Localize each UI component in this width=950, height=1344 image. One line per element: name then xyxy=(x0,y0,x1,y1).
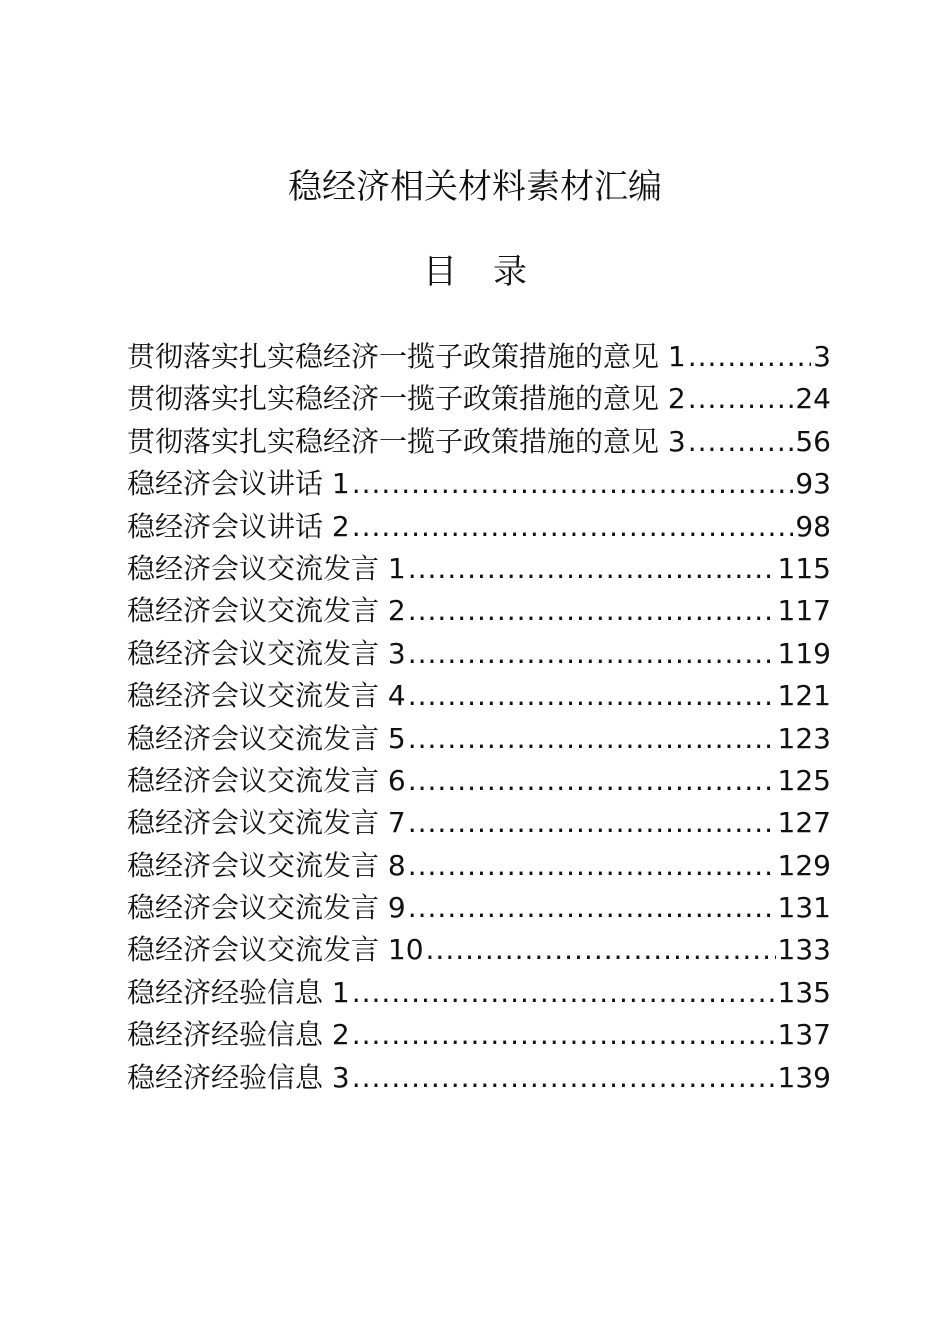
toc-heading-char-2: 录 xyxy=(493,252,527,292)
toc-entry-page: 125 xyxy=(777,763,831,797)
toc-entry-title: 贯彻落实扎实稳经济一揽子政策措施的意见 1 xyxy=(127,340,686,373)
toc-leader-dots xyxy=(408,887,776,929)
toc-entry-title: 稳经济经验信息 2 xyxy=(127,1018,350,1052)
toc-entry-title: 稳经济会议交流发言 8 xyxy=(127,848,406,882)
toc-leader-dots xyxy=(408,718,776,760)
toc-entry-page: 24 xyxy=(795,382,831,416)
toc-leader-dots xyxy=(426,929,776,971)
toc-leader-dots xyxy=(408,633,776,675)
toc-leader-dots xyxy=(408,590,776,632)
toc-entry[interactable] xyxy=(127,929,831,971)
toc-entry-title: 稳经济会议交流发言 6 xyxy=(127,763,406,797)
toc-entry-title: 稳经济会议交流发言 1 xyxy=(127,551,406,585)
toc-entry[interactable] xyxy=(127,548,831,590)
toc-leader-dots xyxy=(408,845,776,887)
toc-entry-page: 123 xyxy=(777,721,831,755)
toc-entry-page: 137 xyxy=(777,1018,831,1052)
toc-entry[interactable] xyxy=(127,972,831,1014)
toc-entry[interactable] xyxy=(127,336,831,378)
toc-entry-page: 56 xyxy=(795,424,831,458)
toc-entry-page: 139 xyxy=(777,1060,831,1094)
toc-entry-page: 119 xyxy=(777,636,831,670)
toc-leader-dots xyxy=(688,336,811,378)
toc-entry-title: 稳经济会议讲话 1 xyxy=(127,467,350,501)
toc-entry[interactable] xyxy=(127,1057,831,1099)
document-title: 稳经济相关材料素材汇编 xyxy=(288,167,662,207)
toc-entry-page: 93 xyxy=(795,467,831,501)
toc-entry-page: 135 xyxy=(777,975,831,1009)
toc-entry[interactable] xyxy=(127,463,831,505)
toc-leader-dots xyxy=(352,1014,776,1056)
toc-leader-dots xyxy=(408,548,776,590)
toc-heading xyxy=(0,249,950,295)
toc-entry[interactable] xyxy=(127,590,831,632)
toc-leader-dots xyxy=(352,1057,776,1099)
toc-leader-dots xyxy=(352,463,794,505)
toc-entry-title: 稳经济会议交流发言 3 xyxy=(127,636,406,670)
toc-entry-page: 117 xyxy=(777,594,831,628)
toc-entry[interactable] xyxy=(127,675,831,717)
toc-entry-page: 127 xyxy=(777,806,831,840)
toc-leader-dots xyxy=(408,675,776,717)
toc-entry-page: 115 xyxy=(777,551,831,585)
toc-entry-page: 133 xyxy=(777,933,831,967)
toc-entry[interactable] xyxy=(127,760,831,802)
toc-leader-dots xyxy=(352,506,794,548)
toc-entry-title: 贯彻落实扎实稳经济一揽子政策措施的意见 2 xyxy=(127,382,686,416)
toc-entry[interactable] xyxy=(127,887,831,929)
toc-leader-dots xyxy=(408,760,776,802)
toc-entry-page: 98 xyxy=(795,509,831,543)
toc-list xyxy=(127,336,831,1099)
toc-heading-char-1: 目 xyxy=(423,252,457,292)
toc-entry-title: 稳经济会议讲话 2 xyxy=(127,509,350,543)
toc-entry[interactable] xyxy=(127,1014,831,1056)
toc-entry-title: 稳经济会议交流发言 2 xyxy=(127,594,406,628)
toc-entry-title: 稳经济会议交流发言 5 xyxy=(127,721,406,755)
toc-entry[interactable] xyxy=(127,845,831,887)
toc-entry-title: 稳经济会议交流发言 10 xyxy=(127,933,424,967)
toc-leader-dots xyxy=(408,802,776,844)
toc-leader-dots xyxy=(688,378,794,420)
toc-entry[interactable] xyxy=(127,506,831,548)
toc-entry-title: 稳经济经验信息 1 xyxy=(127,975,350,1009)
toc-entry[interactable] xyxy=(127,718,831,760)
toc-entry[interactable] xyxy=(127,421,831,463)
toc-entry-title: 稳经济会议交流发言 4 xyxy=(127,679,406,713)
toc-entry-page: 129 xyxy=(777,848,831,882)
toc-entry-title: 贯彻落实扎实稳经济一揽子政策措施的意见 3 xyxy=(127,424,686,458)
toc-entry[interactable] xyxy=(127,633,831,675)
toc-entry[interactable] xyxy=(127,802,831,844)
toc-entry-title: 稳经济会议交流发言 9 xyxy=(127,891,406,925)
toc-entry-page: 121 xyxy=(777,679,831,713)
toc-entry-page: 3 xyxy=(813,340,831,373)
toc-entry-title: 稳经济经验信息 3 xyxy=(127,1060,350,1094)
toc-leader-dots xyxy=(352,972,776,1014)
toc-entry[interactable] xyxy=(127,378,831,420)
toc-leader-dots xyxy=(688,421,794,463)
toc-entry-page: 131 xyxy=(777,891,831,925)
toc-entry-title: 稳经济会议交流发言 7 xyxy=(127,806,406,840)
